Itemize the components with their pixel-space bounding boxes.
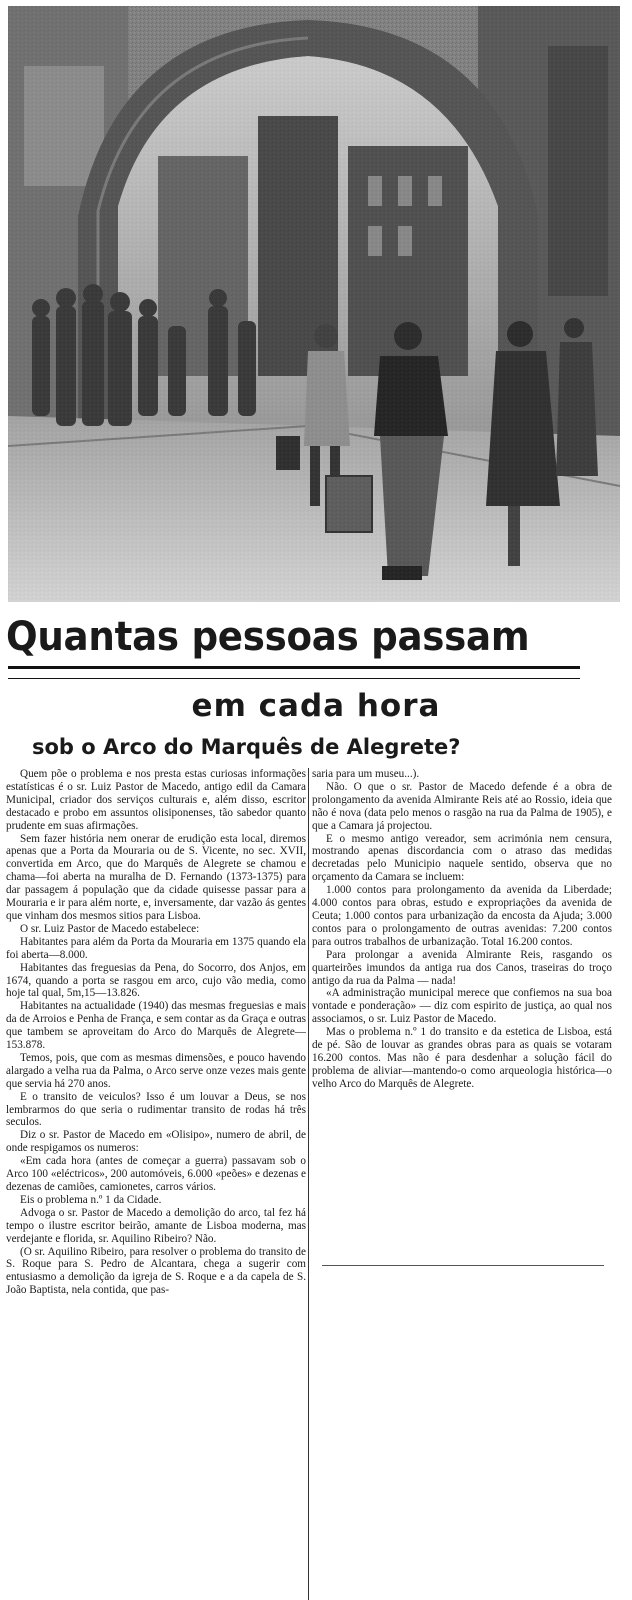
- paragraph: Habitantes das freguesias da Pena, do Socorro, dos Anjos, em 1674, quando a porta se rasgou em arco, cujo vão media, como hoje tal qual, 5m,15—13.826.: [6, 961, 306, 1000]
- paragraph: Mas o problema n.º 1 do transito e da estetica de Lisboa, está de pé. São de louvar as grandes obras para as quais se votaram 16.200 contos. Mas não é para desdenhar a solução fácil do problema de aliviar—mantendo-o como arqueologia histórica—o velho Arco do Marquês de Alegrete.: [312, 1026, 612, 1090]
- paragraph: Sem fazer história nem onerar de erudição esta local, diremos apenas que a Porta da Mouraria ou de S. Vicente, no sec. XVII, convertida em Arco, que do Marquês de Alegrete se chamou e chama—foi aberta na muralha de D. Fernando (1373-1375) para dar passagem á população que da cidade quisesse passar para a Mouraria e ir para além norte, e, inversamente, dar vazão ás gentes que vinham dos mesmos sitios para Lisboa.: [6, 832, 306, 922]
- subheadline-question: sob o Arco do Marquês de Alegrete?: [32, 735, 461, 759]
- paragraph: «Em cada hora (antes de começar a guerra) passavam sob o Arco 100 «eléctricos», 200 automóveis, 6.000 «peões» e dezenas e dezenas de camiões, camionetes, carros vários.: [6, 1155, 306, 1193]
- paragraph: Quem põe o problema e nos presta estas curiosas informações estatísticas é o sr. Luiz Pastor de Macedo, antigo edil da Camara Municipal, criador dos serviços culturais e, além disso, escritor destacado e probo em assuntos olisiponenses, tão sabedor quanto prudente em suas afirmações.: [6, 768, 306, 832]
- paragraph: Diz o sr. Pastor de Macedo em «Olisipo», numero de abril, de onde respigamos os numeros:: [6, 1129, 306, 1155]
- paragraph: O sr. Luiz Pastor de Macedo estabelece:: [20, 922, 200, 935]
- paragraph: E o transito de veiculos? Isso é um louvar a Deus, se nos lembrarmos do que seria o rudimentar transito de rodas há três seculos.: [6, 1090, 306, 1129]
- headline-rule-thin: [8, 678, 580, 679]
- paragraph: Eis o problema n.º 1 da Cidade.: [20, 1193, 162, 1206]
- paragraph: Habitantes para além da Porta da Mouraria em 1375 quando ela foi aberta—8.000.: [6, 935, 306, 961]
- paragraph: Advoga o sr. Pastor de Macedo a demolição do arco, tal fez há tempo o ilustre escritor beirão, amante de Lisboa moderna, mas verdejante e florida, sr. Aquilino Ribeiro? Não.: [6, 1206, 306, 1245]
- paragraph: E o mesmo antigo vereador, sem acrimónia nem censura, mostrando apenas discordancia com o atraso das medidas decretadas pelo Municipio naquele sentido, observa que no orçamento da Camara se incluem:: [312, 832, 612, 884]
- paragraph-continuation: saria para um museu...).: [312, 768, 420, 780]
- headline-rule: [8, 666, 580, 669]
- paragraph: «A administração municipal merece que confiemos na sua boa vontade e ponderação» — diz com espirito de justiça, ao qual nos associamos, o sr. Luiz Pastor de Macedo.: [312, 987, 612, 1026]
- paragraph: (O sr. Aquilino Ribeiro, para resolver o problema do transito de S. Roque para S. Pedro de Alcantara, chega a sugerir com entusiasmo a demolição da igreja de S. Roque e a da capela de S. João Baptista, nela contida, que pas-: [6, 1245, 306, 1297]
- article-column-right: [312, 768, 612, 1568]
- arch-photograph: [8, 6, 620, 602]
- paragraph: Para prolongar a avenida Almirante Reis, rasgando os quarteirões imundos da antiga rua dos Canos, traseiras do troço antigo da rua da Palma — nada!: [312, 948, 612, 987]
- paragraph: Habitantes na actualidade (1940) das mesmas freguesias e mais da de Arroios e Penha de França, e sem contar as da Graça e outras que tambem se aproveitam do Arco do Marquês de Alegrete—153.878.: [6, 1000, 306, 1052]
- paragraph: Temos, pois, que com as mesmas dimensões, e pouco havendo alargado a velha rua da Palma, o Arco serve onze vezes mais gente que servia há 270 anos.: [6, 1051, 306, 1090]
- article-end-rule: [322, 1265, 604, 1266]
- column-divider: [308, 768, 309, 1600]
- paragraph: Não. O que o sr. Pastor de Macedo defende é a obra de prolongamento da avenida Almirante Reis até ao Rossio, ideia que não é nova (data pelo menos o rasgão na rua da Palma de 1905), e que a Camara já projectou.: [312, 780, 612, 832]
- headline: Quantas pessoas passam: [6, 614, 530, 660]
- article-column-left: [6, 768, 306, 1594]
- subheadline: em cada hora: [191, 688, 441, 724]
- paragraph: 1.000 contos para prolongamento da avenida da Liberdade; 4.000 contos para obras, estudo e expropriações da avenida de Ceuta; 1.000 contos para urbanização da encosta da Ajuda; 3.000 contos para o prolongamento de outras avenidas: 7.200 contos para outros trabalhos de urbanização. Total 16.200 contos.: [312, 884, 612, 948]
